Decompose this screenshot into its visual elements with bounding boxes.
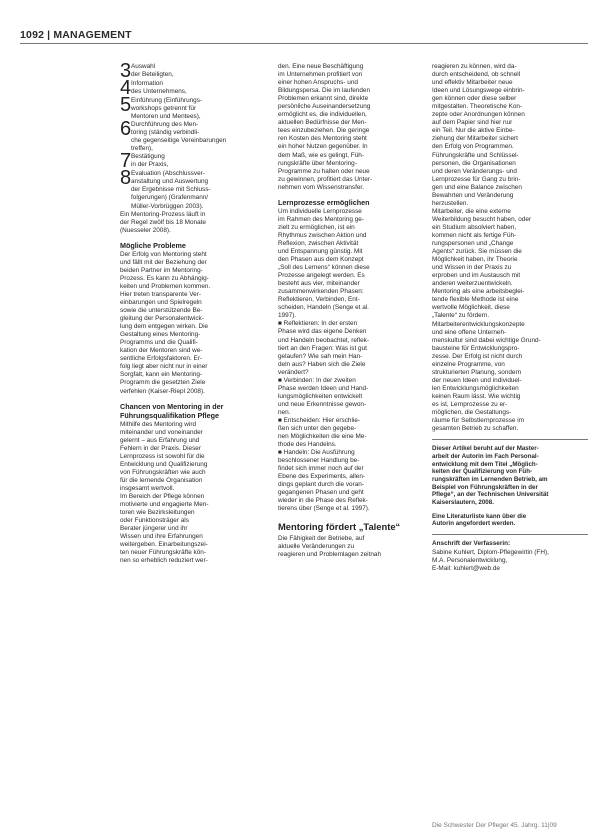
text-line: rungskräfte über Mentoring- [278, 159, 357, 167]
bullet-line: verändert? [278, 368, 309, 376]
text-line: Ideen und Lösungswege einbrin- [432, 87, 525, 95]
author-note [432, 445, 588, 507]
text-line: auf dem Papier sind hier nur [432, 119, 513, 127]
step-line: che gegenseitige Vereinbarungen [131, 137, 227, 145]
text-line: kommen nicht als fertige Füh- [432, 231, 517, 239]
heading-line: Führungsqualifikation Pflege [120, 410, 220, 420]
process-step [120, 118, 265, 153]
text-line: ein Studium absolviert haben, [432, 223, 517, 231]
text-line: mitgestalten. Theoretische Kon- [432, 103, 523, 111]
text-line: Reflektieren, Verbinden, Ent- [278, 296, 360, 304]
text-line: Rhythmus zwischen Aktion und [278, 231, 367, 239]
column-3 [432, 63, 588, 573]
bullet-line: nen. [278, 408, 291, 416]
step-line: der Beteiligten, [131, 71, 174, 79]
step-text [131, 170, 265, 210]
text-line: räume für Selbstlernprozesse im [432, 417, 524, 425]
page-number: 1092 [20, 29, 45, 41]
step-line: Müller-Vorbrüggen 2003). [131, 202, 204, 210]
text-line: ein Teil. Nur die aktive Einbe- [432, 127, 515, 135]
bullet-line: thode des Handelns. [278, 441, 337, 449]
text-line: Mentoring als eine arbeitsbeglei- [432, 288, 525, 296]
text-line: besteht aus vier, miteinander [278, 280, 360, 288]
text-line: tende flexible Methode ist eine [432, 296, 519, 304]
bullet-line: Phase wird das eigene Denken [278, 328, 367, 336]
address-line: Sabine Kuhlert, Diplom-Pflegewirtin (FH), [432, 549, 549, 557]
text-line: den. Eine neue Beschäftigung [278, 63, 364, 70]
step-number: 8 [120, 167, 132, 190]
text-line: durch entscheidend, ob schnell [432, 71, 521, 79]
bullet-line: findet sich immer noch auf der [278, 465, 364, 473]
address-line: E-Mail: kuhlert@web.de [432, 565, 500, 573]
bullet-line: gelaufen? Wie sah mein Han- [278, 352, 363, 360]
page-footer: Die Schwester Der Pfleger 45. Jahrg. 11|09 [432, 822, 557, 829]
bullet-line: nen Möglichkeiten die eine Me- [278, 433, 367, 441]
bullet-line: gegangenen Phasen und geht [278, 489, 364, 497]
text-line: Programm die gesetzten Ziele [120, 379, 206, 387]
address-line: M.A. Personalentwicklung, [432, 557, 508, 565]
text-line: ren Kosten des Mentoring steht [278, 135, 367, 143]
text-line: Ein Mentoring-Prozess läuft in [120, 210, 206, 218]
text-line: nehmen vom Wissenstransfer. [278, 183, 364, 191]
text-line: 1997). [278, 312, 297, 320]
text-line: zielt zu ermöglichen, ist ein [278, 223, 355, 231]
text-line: tees einzubeziehen. Die geringe [278, 127, 370, 135]
text-line: aktuelle Veränderungen zu [278, 542, 355, 550]
bullet-line: ■ Verbinden: In der zweiten [278, 376, 356, 384]
bullet-line: lungsmöglichkeiten entwickelt [278, 392, 363, 400]
text-line: Möglichkeit haben, ihr Theorie [432, 256, 518, 264]
text-line: Gestaltung eines Mentoring- [120, 331, 201, 339]
text-line: Mitarbeiter, die eine externe [432, 207, 511, 215]
text-line: einzelne Programme, von [432, 360, 505, 368]
text-line: und Entspannung günstig. Mit [278, 247, 363, 255]
bullet-line: ■ Handeln: Die Ausführung [278, 449, 355, 457]
text-line: den Erfolg von Programmen. [432, 143, 514, 151]
text-line: ziehung der Mitarbeiter sichert [432, 135, 518, 143]
text-line: zu gewinnen, profitiert das Unter- [278, 175, 373, 183]
text-line: kation der Mentoren sind we- [120, 347, 203, 355]
step-number: 7 [120, 150, 132, 173]
text-line: gleitung der Personalentwick- [120, 315, 204, 323]
step-line: Durchführung des Men- [131, 121, 199, 129]
text-line: beiden Partner im Mentoring- [120, 266, 203, 274]
text-line: erproben und im Austausch mit [432, 272, 521, 280]
note-line: Kaiserslautern, 2008. [432, 498, 494, 506]
note-line: keiten der Qualifizierung von Füh- [432, 468, 533, 476]
running-header [20, 29, 132, 41]
text-line: reagieren und Problemlagen zeitnah [278, 550, 382, 558]
process-step [120, 150, 265, 173]
text-line: weitergeben. Einarbeitungszei- [120, 541, 208, 549]
text-line: insgesamt wertvoll. [120, 484, 175, 492]
text-line: Die Fähigkeit der Betriebe, auf [278, 534, 365, 542]
text-line: möglichen, die Gestaltungs- [432, 409, 512, 417]
step-text [131, 63, 265, 79]
text-line: und effektiv Mitarbeiter neue [432, 79, 513, 87]
text-line: anderen weiterzuentwickeln. [432, 280, 513, 288]
text-line: und eine offene Unterneh- [432, 328, 507, 336]
section-heading [120, 402, 265, 420]
note-line: Beispiel von Führungskräften in der [432, 483, 538, 491]
bullet-line: und neue Erkenntnisse gewon- [278, 400, 367, 408]
text-line: Programme zu halten oder neue [278, 167, 370, 175]
step-line: Einführung (Einführungs- [131, 97, 203, 104]
text-line: sowie die unterstützende Be- [120, 307, 203, 315]
text-line: folg liegt aber nicht nur in einer [120, 363, 208, 371]
text-line: personen, die Organisationen [432, 159, 516, 167]
text-line: ein hoher Nutzen gegenüber. In [278, 143, 368, 151]
bullet-line: ■ Entscheiden: Hier erschlie- [278, 416, 361, 424]
text-line: es ist, Lernprozesse zu er- [432, 400, 508, 408]
process-step [120, 167, 265, 210]
header-separator: | [47, 29, 51, 41]
step-line: Auswahl [131, 63, 156, 70]
text-line: Problemen erkannt sind, direkte [278, 95, 369, 103]
bullet-line: Phase werden Ideen und Hand- [278, 384, 369, 392]
bullet-line: tierens über (Senge et al. 1997). [278, 505, 370, 513]
text-line: und deren Veränderungs- und [432, 167, 517, 175]
text-line: gen können oder diese selber [432, 95, 517, 103]
step-line: in der Praxis, [131, 161, 169, 169]
text-line: gelernt – aus Erfahrung und [120, 436, 200, 444]
column-2 [278, 63, 423, 559]
text-line: keiten und Problemen kommen. [120, 282, 211, 290]
text-line: keinen Raum lässt. Wie wichtig [432, 392, 521, 400]
text-line: der Regel zwölf bis 18 Monate [120, 218, 206, 226]
text-line: Mitarbeiterentwicklungskonzepte [432, 320, 525, 328]
text-line: für die lernende Organisation [120, 476, 203, 484]
address-divider [432, 534, 588, 535]
bullet-line: Ebene des Experiments, allen- [278, 473, 366, 481]
step-line: Mentoren und Mentees), [131, 113, 201, 121]
step-text [131, 97, 265, 121]
note-divider [432, 439, 588, 440]
note-line: arbeit der Autorin im Fach Personal- [432, 452, 539, 460]
text-line: wertvolle Möglichkeit, diese [432, 304, 510, 312]
bullet-line: beschlossener Handlung be- [278, 457, 360, 465]
text-line: Entwicklung und Qualifizierung [120, 460, 208, 468]
text-line: herzustellen. [432, 199, 469, 207]
text-line: Lernprozess ist sowohl für die [120, 452, 205, 460]
step-text [131, 153, 265, 169]
text-line: und fällt mit der Beziehung der [120, 258, 207, 266]
step-line: folgerungen) (Grafenmann/ [131, 194, 209, 202]
text-line: reagieren zu können, wird da- [432, 63, 517, 70]
text-line: Mithilfe des Mentoring wird [120, 420, 197, 428]
note-line: Dieser Artikel beruht auf der Master- [432, 445, 539, 453]
text-line: gen und eine Balance zwischen [432, 183, 522, 191]
text-line: ten neuer Führungskräfte kön- [120, 549, 206, 557]
text-line: zesse. Der Erfolg ist nicht durch [432, 352, 523, 360]
section-heading: Mögliche Probleme [120, 240, 186, 250]
step-line: des Unternehmens, [131, 88, 187, 96]
step-line: treffen), [131, 145, 153, 153]
text-line: aktuellen Bedürfnisse der Men- [278, 119, 367, 127]
step-line: Evaluation (Abschlussver- [131, 170, 205, 178]
text-line: rungspersonen und „Change [432, 240, 514, 248]
step-line: anstaltung und Auswertung [131, 178, 209, 186]
note-line: rungskräften im Lernenden Betrieb, am [432, 475, 548, 483]
text-line: menskultur sind dabei wichtige Grund- [432, 336, 541, 344]
address-title: Anschrift der Verfasserin: [432, 540, 511, 548]
text-line: Lernprozesse für Gang zu brin- [432, 175, 521, 183]
step-number: 6 [120, 118, 132, 141]
text-line: motivierte und engagierte Men- [120, 501, 209, 509]
text-line: sentliche Erfolgsfaktoren. Er- [120, 355, 203, 363]
text-line: bausteine für Entwicklungspro- [432, 344, 520, 352]
bullet-line: und Handeln beobachtet, reflek- [278, 336, 369, 344]
text-line: Hier treten transparente Ver- [120, 290, 201, 298]
step-number: 4 [120, 77, 132, 99]
text-line: strukturierten Planung, sondern [432, 368, 522, 376]
text-line: Berater jüngerer und ihr [120, 525, 188, 533]
text-line: Programms und die Qualifi- [120, 339, 198, 347]
text-line: zusammenwirkenden Phasen: [278, 288, 364, 296]
step-number: 5 [120, 94, 132, 116]
text-line: lung dem entgegen wirken. Die [120, 323, 209, 331]
bullet-line: wieder in die Phase des Reflek- [278, 497, 368, 505]
text-line: Um individuelle Lernprozesse [278, 207, 362, 215]
section-heading: Lernprozesse ermöglichen [278, 197, 370, 207]
text-line: Bildungspersa. Die im laufenden [278, 87, 371, 95]
text-line: Weiterbildung besucht haben, oder [432, 215, 532, 223]
text-line: Fehlern in der Praxis. Dieser [120, 444, 201, 452]
text-line: Reflexion, zwischen Aktivität [278, 239, 359, 247]
text-line: scheiden, Handeln (Senge et al. [278, 304, 369, 312]
text-line: oder Funktionsträger als [120, 517, 189, 525]
process-step [120, 77, 265, 99]
text-line: einer hohen Anspruchs- und [278, 79, 358, 87]
text-line: Prozesse angelegt werden. Es [278, 272, 365, 280]
literature-note [432, 513, 588, 528]
step-line: Information [131, 80, 163, 87]
text-line: „Talente“ zu fördern. [432, 312, 490, 320]
text-line: zepte oder Anordnungen können [432, 111, 525, 119]
note-line: Pflege“, an der Technischen Universität [432, 491, 549, 499]
text-line: im Rahmen des Mentoring ge- [278, 215, 364, 223]
step-text [131, 80, 265, 96]
bullet-line: dings geplant durch die voran- [278, 481, 364, 489]
text-line: nen so erheblich reduziert wer- [120, 557, 208, 565]
column-1 [120, 60, 265, 565]
section-heading-large: Mentoring fördert „Talente“ [278, 520, 401, 532]
step-number: 3 [120, 60, 132, 82]
text-line: im Unternehmen profitiert von [278, 71, 363, 79]
text-line: verfehlen (Kaiser-Riepl 2008). [120, 387, 205, 395]
section-name: MANAGEMENT [53, 29, 132, 41]
text-line: und Wissen in der Praxis zu [432, 264, 512, 272]
text-line: Prozess. Es kann zu Abhängig- [120, 274, 209, 282]
note-line: entwicklung mit dem Titel „Möglich- [432, 460, 538, 468]
text-line: Führungskräfte und Schlüssel- [432, 151, 519, 159]
text-line: Sorgfalt, kann ein Mentoring- [120, 371, 203, 379]
process-step [120, 60, 265, 82]
bullet-line: tiert an den Fragen: Was ist gut [278, 344, 367, 352]
text-line: Agents“ zurück. Sie müssen die [432, 248, 522, 256]
step-text [131, 121, 265, 153]
text-line: (Nuesseler 2008). [120, 226, 171, 234]
text-line: gesamten Betrieb zu schaffen. [432, 425, 519, 433]
step-line: workshops getrennt für [131, 105, 197, 113]
text-line: miteinander und voneinander [120, 428, 203, 436]
text-line: dem Maß, wie es gelingt, Füh- [278, 151, 364, 159]
text-line: von Führungskräften wie auch [120, 468, 206, 476]
note-line: Eine Literaturliste kann über die [432, 512, 527, 520]
text-line: len Entwicklungsmöglichkeiten [432, 384, 519, 392]
text-line: Bewahrten und Veränderung [432, 191, 514, 199]
heading-line: Chancen von Mentoring in der [120, 401, 224, 411]
header-rule [20, 43, 588, 44]
text-line: persönliche Auseinandersetzung [278, 103, 371, 111]
text-line: toren wie Bezirksleitungen [120, 509, 195, 517]
note-line: Autorin angefordert werden. [432, 520, 516, 528]
text-line: einbarungen und Spielregeln [120, 298, 202, 306]
text-line: ermöglicht es, die individuellen, [278, 111, 367, 119]
bullet-line: deln aus? Haben sich die Ziele [278, 360, 366, 368]
text-line: der neuen Ideen und individuel- [432, 376, 522, 384]
bullet-line: ■ Reflektieren: In der ersten [278, 320, 358, 328]
step-line: toring (ständig verbindli- [131, 129, 200, 137]
step-line: Bestätigung [131, 153, 165, 161]
bullet-line: ßen sich unter den gegebe- [278, 425, 357, 433]
text-line: „Soll des Lernens“ können diese [278, 264, 370, 272]
text-line: Der Erfolg von Mentoring steht [120, 250, 207, 258]
text-line: den Phasen aus dem Konzept [278, 256, 364, 264]
text-line: Im Bereich der Pflege können [120, 492, 205, 500]
step-line: der Ergebnisse mit Schluss- [131, 186, 211, 194]
process-step [120, 94, 265, 121]
text-line: Wissen und ihre Erfahrungen [120, 533, 203, 541]
